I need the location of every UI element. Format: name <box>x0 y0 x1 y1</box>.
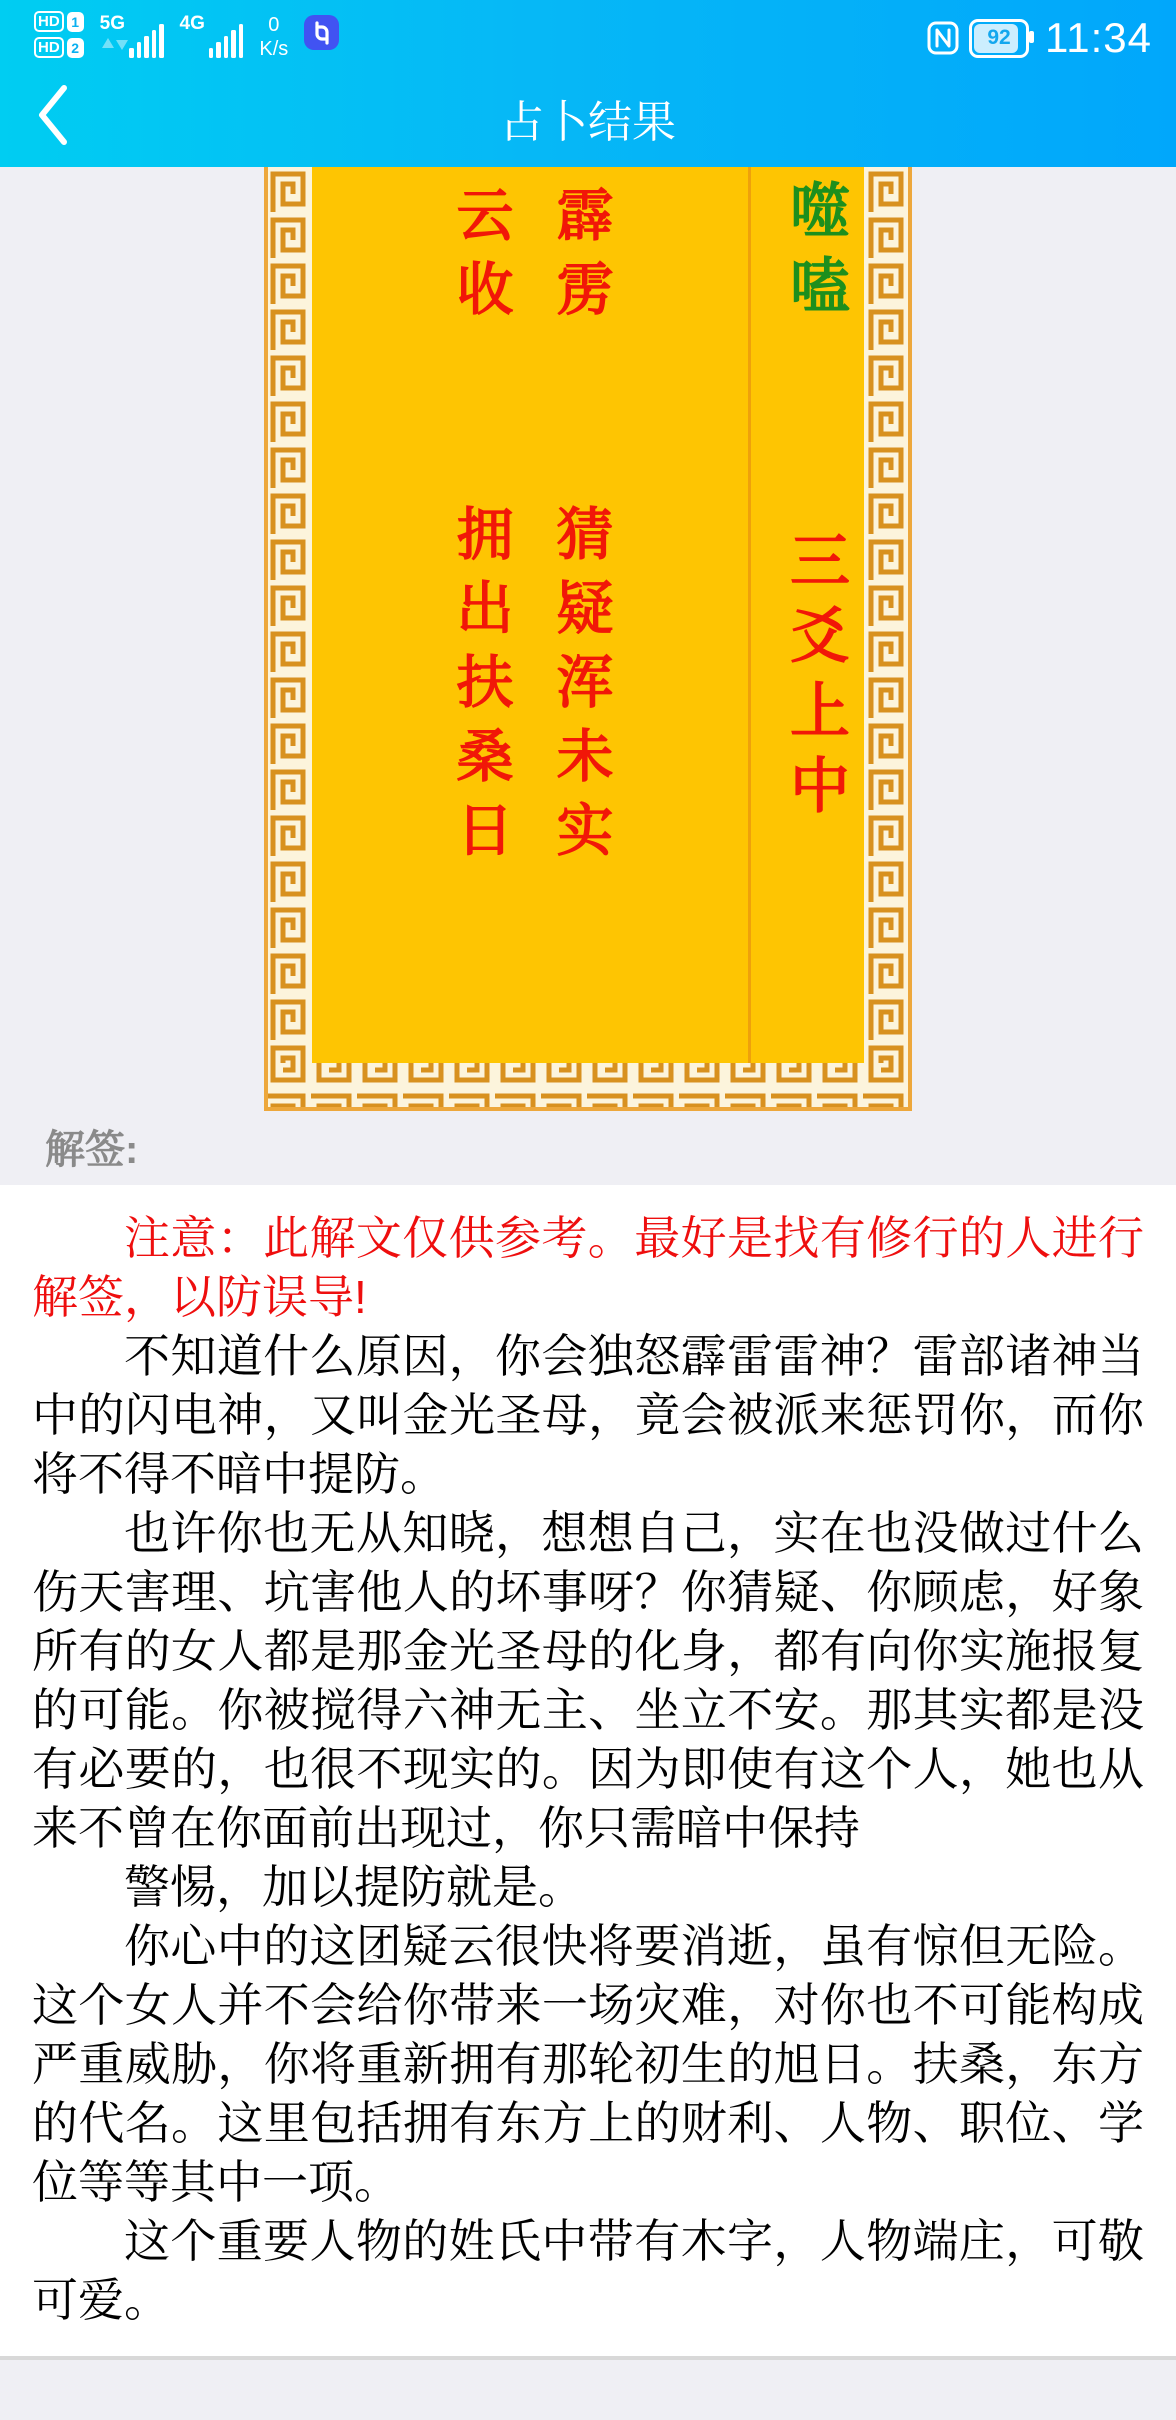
poem-word: 云收 <box>448 185 512 333</box>
warning-paragraph: 注意：此解文仅供参考。最好是找有修行的人进行解签，以防误导! <box>32 1212 1144 1323</box>
nfc-icon <box>927 21 959 55</box>
signal-bars-icon <box>129 18 164 58</box>
sim2-number: 2 <box>67 38 84 58</box>
network-speed <box>259 13 288 61</box>
signal-bars-icon <box>209 18 244 58</box>
article-paragraph: 警惕，加以提防就是。 <box>124 1861 584 1913</box>
battery-icon <box>969 19 1029 58</box>
network-type-5g: 5G <box>99 13 126 34</box>
clock-time: 11:34 <box>1045 14 1152 61</box>
interpretation-article <box>0 1185 1176 2356</box>
hexagram-name: 噬嗑 <box>782 179 849 329</box>
interpretation-section-label: 解签: <box>45 1128 139 1172</box>
battery-percent: 92 <box>987 26 1011 49</box>
hd-badge-sim2 <box>34 37 84 58</box>
huawei-h-app-icon <box>304 15 339 50</box>
hd-badge-sim1 <box>34 11 84 32</box>
article-paragraph: 不知道什么原因，你会独怒霹雷雷神？雷部诸神当中的闪电神，又叫金光圣母，竟会被派来惩罚你，而你将不得不暗中提防。 <box>32 1330 1144 1500</box>
data-activity-icon <box>102 38 128 50</box>
bottom-divider-strip <box>0 2356 1176 2420</box>
article-paragraph: 也许你也无从知晓，想想自己，实在也没做过什么伤天害理、坑害他人的坏事呀？你猜疑、你顾虑，好象所有的女人都是那金光圣母的化身，都有向你实施报复的可能。你被搅得六神无主、坐立不安。那其实都是没有必要的，也很不现实的。因为即使有这个人，她也从来不曾在你面前出现过，你只需暗中保持 <box>32 1507 1144 1854</box>
hd-volte-badges <box>34 11 84 58</box>
sim1-number: 1 <box>67 12 84 32</box>
speed-value: 0 <box>268 14 280 36</box>
poem-column-left <box>448 185 512 874</box>
top-bar <box>0 0 1176 167</box>
article-paragraph: 你心中的这团疑云很快将要消逝，虽有惊但无险。这个女人并不会给你带来一场灾难，对你也不可能构成严重威胁，你将重新拥有那轮初生的旭日。扶桑，东方的代名。这里包括拥有东方上的财利、人物、职位、学位等等其中一项。 <box>32 1920 1144 2208</box>
page-title: 占卜结果 <box>500 98 676 147</box>
article-paragraph: 这个重要人物的姓氏中带有木字，人物端庄，可敬可爱。 <box>32 2215 1144 2326</box>
signal-sim1 <box>100 14 164 58</box>
poem-column-right <box>548 185 612 874</box>
network-type-4g: 4G <box>179 13 205 34</box>
status-bar <box>0 0 1176 72</box>
nav-bar <box>0 72 1176 168</box>
hd-label: HD <box>34 37 64 58</box>
poem-phrase: 猜疑浑未实 <box>548 504 612 874</box>
poem-word: 霹雳 <box>548 185 612 333</box>
h-glyph-icon <box>309 20 335 46</box>
signal-sim2 <box>180 14 244 58</box>
hexagram-line-result: 三爻上中 <box>782 529 849 829</box>
divination-lot-card <box>264 167 912 1111</box>
hd-label: HD <box>34 11 64 32</box>
speed-unit: K/s <box>259 38 289 60</box>
poem-phrase: 拥出扶桑日 <box>448 504 512 874</box>
hexagram-column <box>782 179 849 829</box>
